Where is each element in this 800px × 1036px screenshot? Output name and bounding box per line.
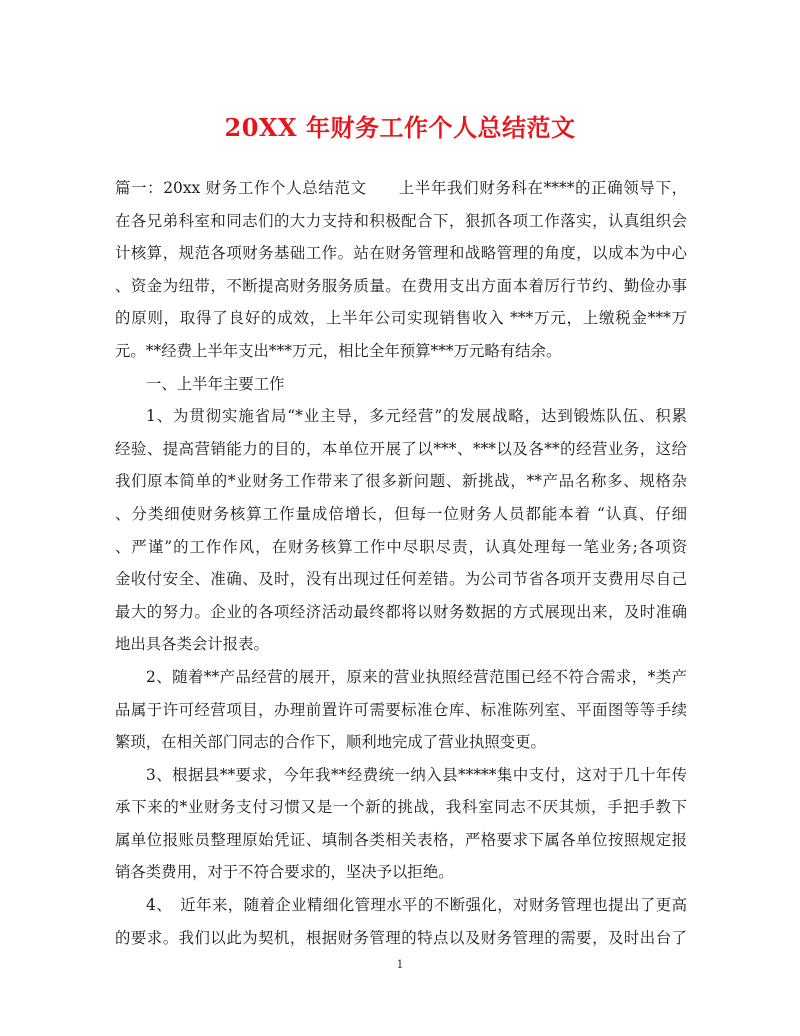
text-line: 的要求。我们以此为契机，根据财务管理的特点以及财务管理的需要，及时出台了 [115,928,687,947]
text-line: 1、为贯彻实施省局“*业主导，多元经营”的发展战略，达到锻炼队伍、积累 [146,407,687,426]
text-line: 篇一：20xx 财务工作个人总结范文 上半年我们财务科在****的正确领导下， [115,179,687,197]
text-line: 地出具各类会计报表。 [115,635,269,654]
text-line: 元。**经费上半年支出***万元，相比全年预算***万元略有结余。 [115,341,562,360]
text-line: 经验、提高营销能力的目的，本单位开展了以***、***以及各**的经营业务，这给 [115,439,687,458]
text-line: 金收付安全、准确、及时，没有出现过任何差错。为公司节省各项开支费用尽自己 [115,570,687,589]
text-line: 计核算，规范各项财务基础工作。站在财务管理和战略管理的角度，以成本为中心 [115,244,687,263]
text-line: 3、根据县**要求，今年我**经费统一纳入县*****集中支付，这对于几十年传 [146,765,687,784]
text-line: 承下来的*业财务支付习惯又是一个新的挑战，我科室同志不厌其烦，手把手教下 [115,798,687,817]
text-line: 品属于许可经营项目，办理前置许可需要标准仓库、标准陈列室、平面图等等手续 [115,700,687,719]
text-line: 销各类费用，对于不符合要求的，坚决予以拒绝。 [115,863,454,882]
text-line: 的原则，取得了良好的成效，上半年公司实现销售收入 ***万元，上缴税金***万 [115,309,687,328]
text-line: 、分类细使财务核算工作量成倍增长，但每一位财务人员都能本着 “认真、仔细 [115,504,687,523]
page-number: 1 [396,958,404,971]
text-line: 繁琐，在相关部门同志的合作下，顺利地完成了营业执照变更。 [115,733,546,752]
text-line: 在各兄弟科室和同志们的大力支持和积极配合下，狠抓各项工作落实，认真组织会 [115,211,687,230]
text-line: 4、 近年来，随着企业精细化管理水平的不断强化，对财务管理也提出了更高 [146,896,687,915]
text-line: 最大的努力。企业的各项经济活动最终都将以财务数据的方式展现出来，及时准确 [115,602,687,621]
text-line: 、资金为纽带，不断提高财务服务质量。在费用支出方面本着厉行节约、勤俭办事 [115,276,687,295]
text-line: 我们原本简单的*业财务工作带来了很多新问题、新挑战，**产品名称多、规格杂 [115,472,687,491]
document-body [115,172,687,954]
text-line: 一、上半年主要工作 [146,374,285,393]
text-line: 、严谨”的工作作风，在财务核算工作中尽职尽责，认真处理每一笔业务;各项资 [115,537,687,556]
text-line: 2、随着**产品经营的展开，原来的营业执照经营范围已经不符合需求，*类产 [146,667,687,686]
text-line: 属单位报账员整理原始凭证、填制各类相关表格，严格要求下属各单位按照规定报 [115,830,687,849]
document-title: 20XX 年财务工作个人总结范文 [224,113,576,142]
